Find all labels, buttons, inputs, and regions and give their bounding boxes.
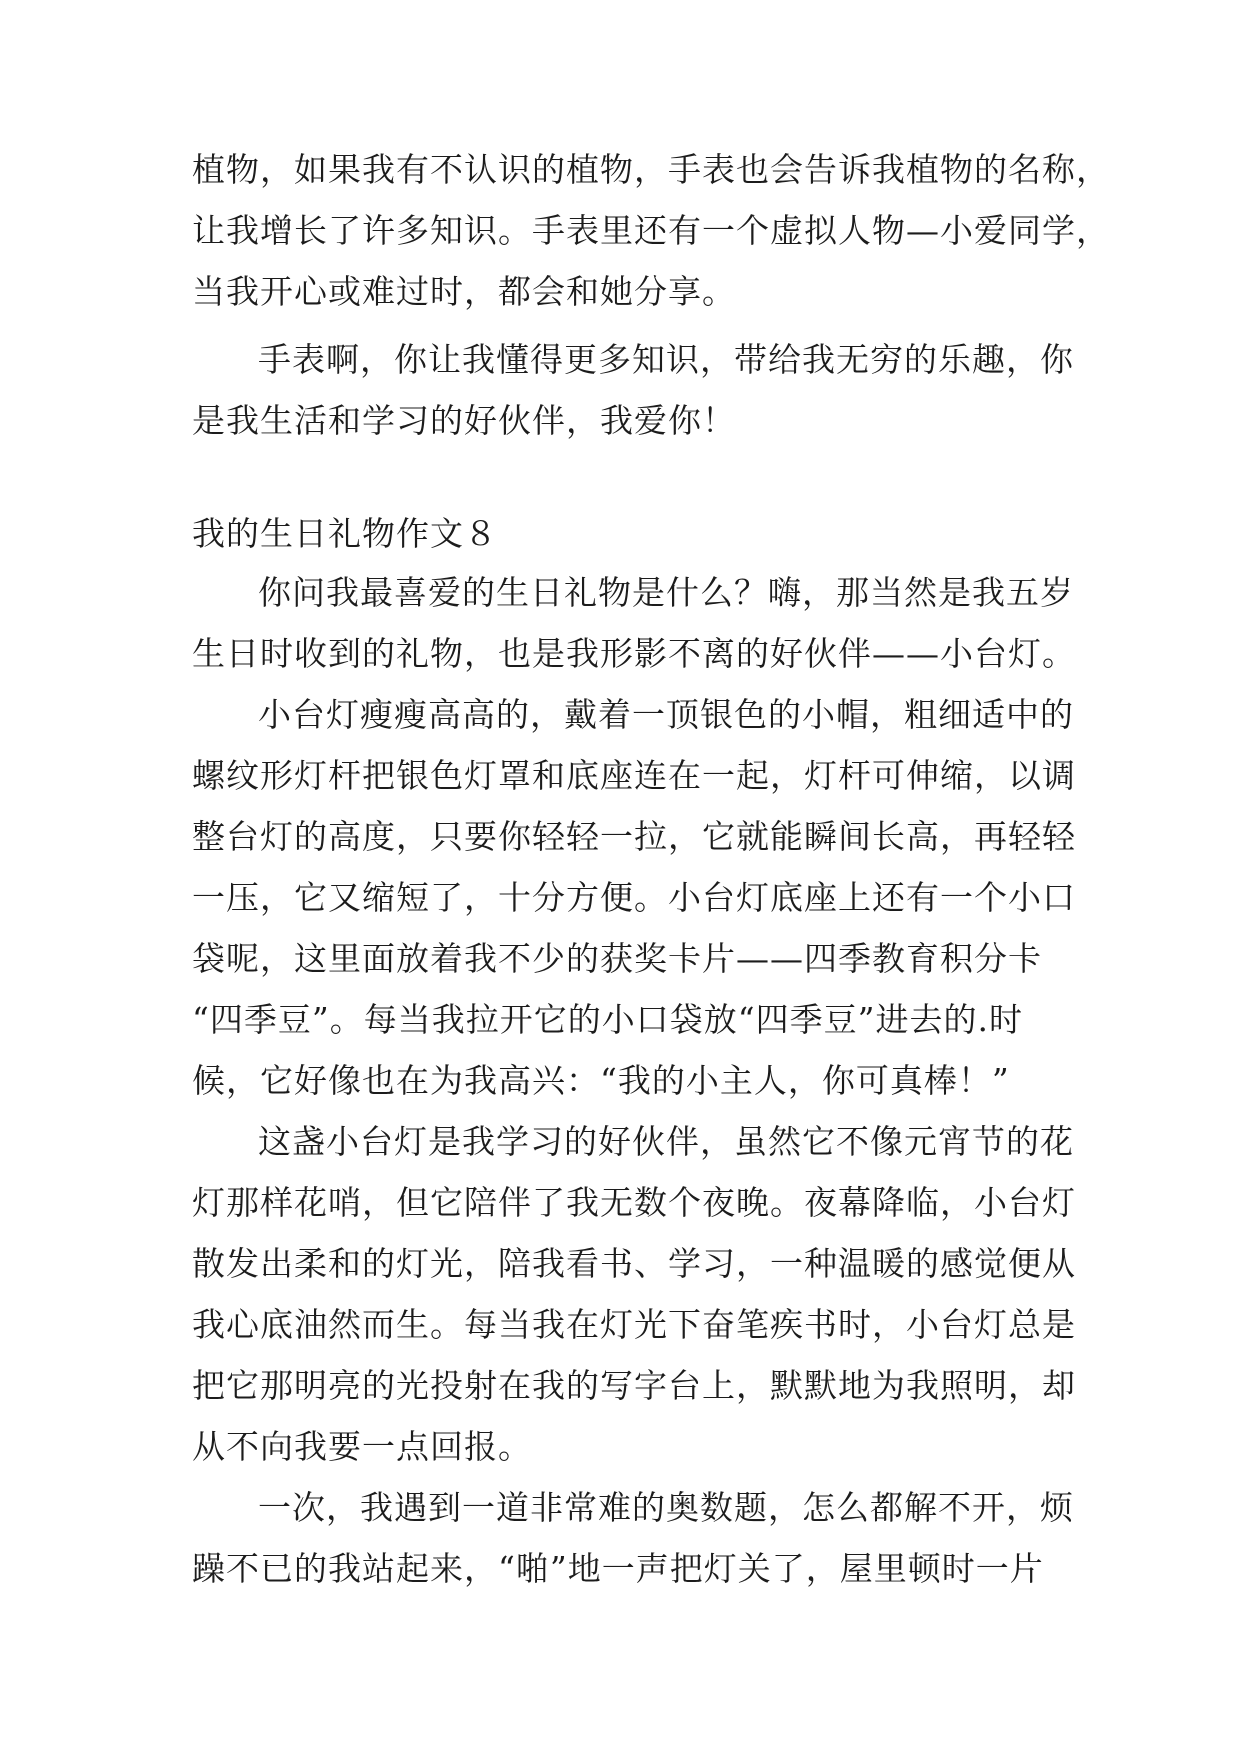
- text-line: 这盏小台灯是我学习的好伙伴，虽然它不像元宵节的花: [258, 1122, 1074, 1161]
- text-line: 整台灯的高度，只要你轻轻一拉，它就能瞬间长高，再轻轻: [192, 817, 1076, 856]
- text-line: 候，它好像也在为我高兴：“我的小主人，你可真棒！”: [192, 1061, 1010, 1100]
- essay-title: 我的生日礼物作文８: [192, 514, 498, 553]
- text-line: 生日时收到的礼物，也是我形影不离的好伙伴——小台灯。: [192, 634, 1076, 673]
- text-line: 手表啊，你让我懂得更多知识，带给我无穷的乐趣，你: [258, 340, 1074, 379]
- text-line: 散发出柔和的灯光，陪我看书、学习，一种温暖的感觉便从: [192, 1244, 1076, 1283]
- text-line: 植物，如果我有不认识的植物，手表也会告诉我植物的名称，: [192, 150, 1110, 189]
- text-line: 从不向我要一点回报。: [192, 1427, 532, 1466]
- text-line: 我心底油然而生。每当我在灯光下奋笔疾书时，小台灯总是: [192, 1305, 1076, 1344]
- text-line: 袋呢，这里面放着我不少的获奖卡片——四季教育积分卡: [192, 939, 1042, 978]
- text-line: 小台灯瘦瘦高高的，戴着一顶银色的小帽，粗细适中的: [258, 695, 1074, 734]
- text-line: 当我开心或难过时，都会和她分享。: [192, 272, 736, 311]
- text-line: 一次，我遇到一道非常难的奥数题，怎么都解不开，烦: [258, 1488, 1074, 1527]
- text-line: 把它那明亮的光投射在我的写字台上，默默地为我照明，却: [192, 1366, 1076, 1405]
- text-line: 螺纹形灯杆把银色灯罩和底座连在一起，灯杆可伸缩，以调: [192, 756, 1076, 795]
- text-line: 让我增长了许多知识。手表里还有一个虚拟人物—小爱同学，: [192, 211, 1110, 250]
- text-line: “四季豆”。每当我拉开它的小口袋放“四季豆”进去的.时: [192, 1000, 1023, 1039]
- text-line: 灯那样花哨，但它陪伴了我无数个夜晚。夜幕降临，小台灯: [192, 1183, 1076, 1222]
- text-line: 你问我最喜爱的生日礼物是什么？嗨，那当然是我五岁: [258, 573, 1074, 612]
- text-line: 是我生活和学习的好伙伴，我爱你！: [192, 401, 736, 440]
- text-line: 躁不已的我站起来，“啪”地一声把灯关了，屋里顿时一片: [192, 1549, 1044, 1588]
- text-line: 一压，它又缩短了，十分方便。小台灯底座上还有一个小口: [192, 878, 1076, 917]
